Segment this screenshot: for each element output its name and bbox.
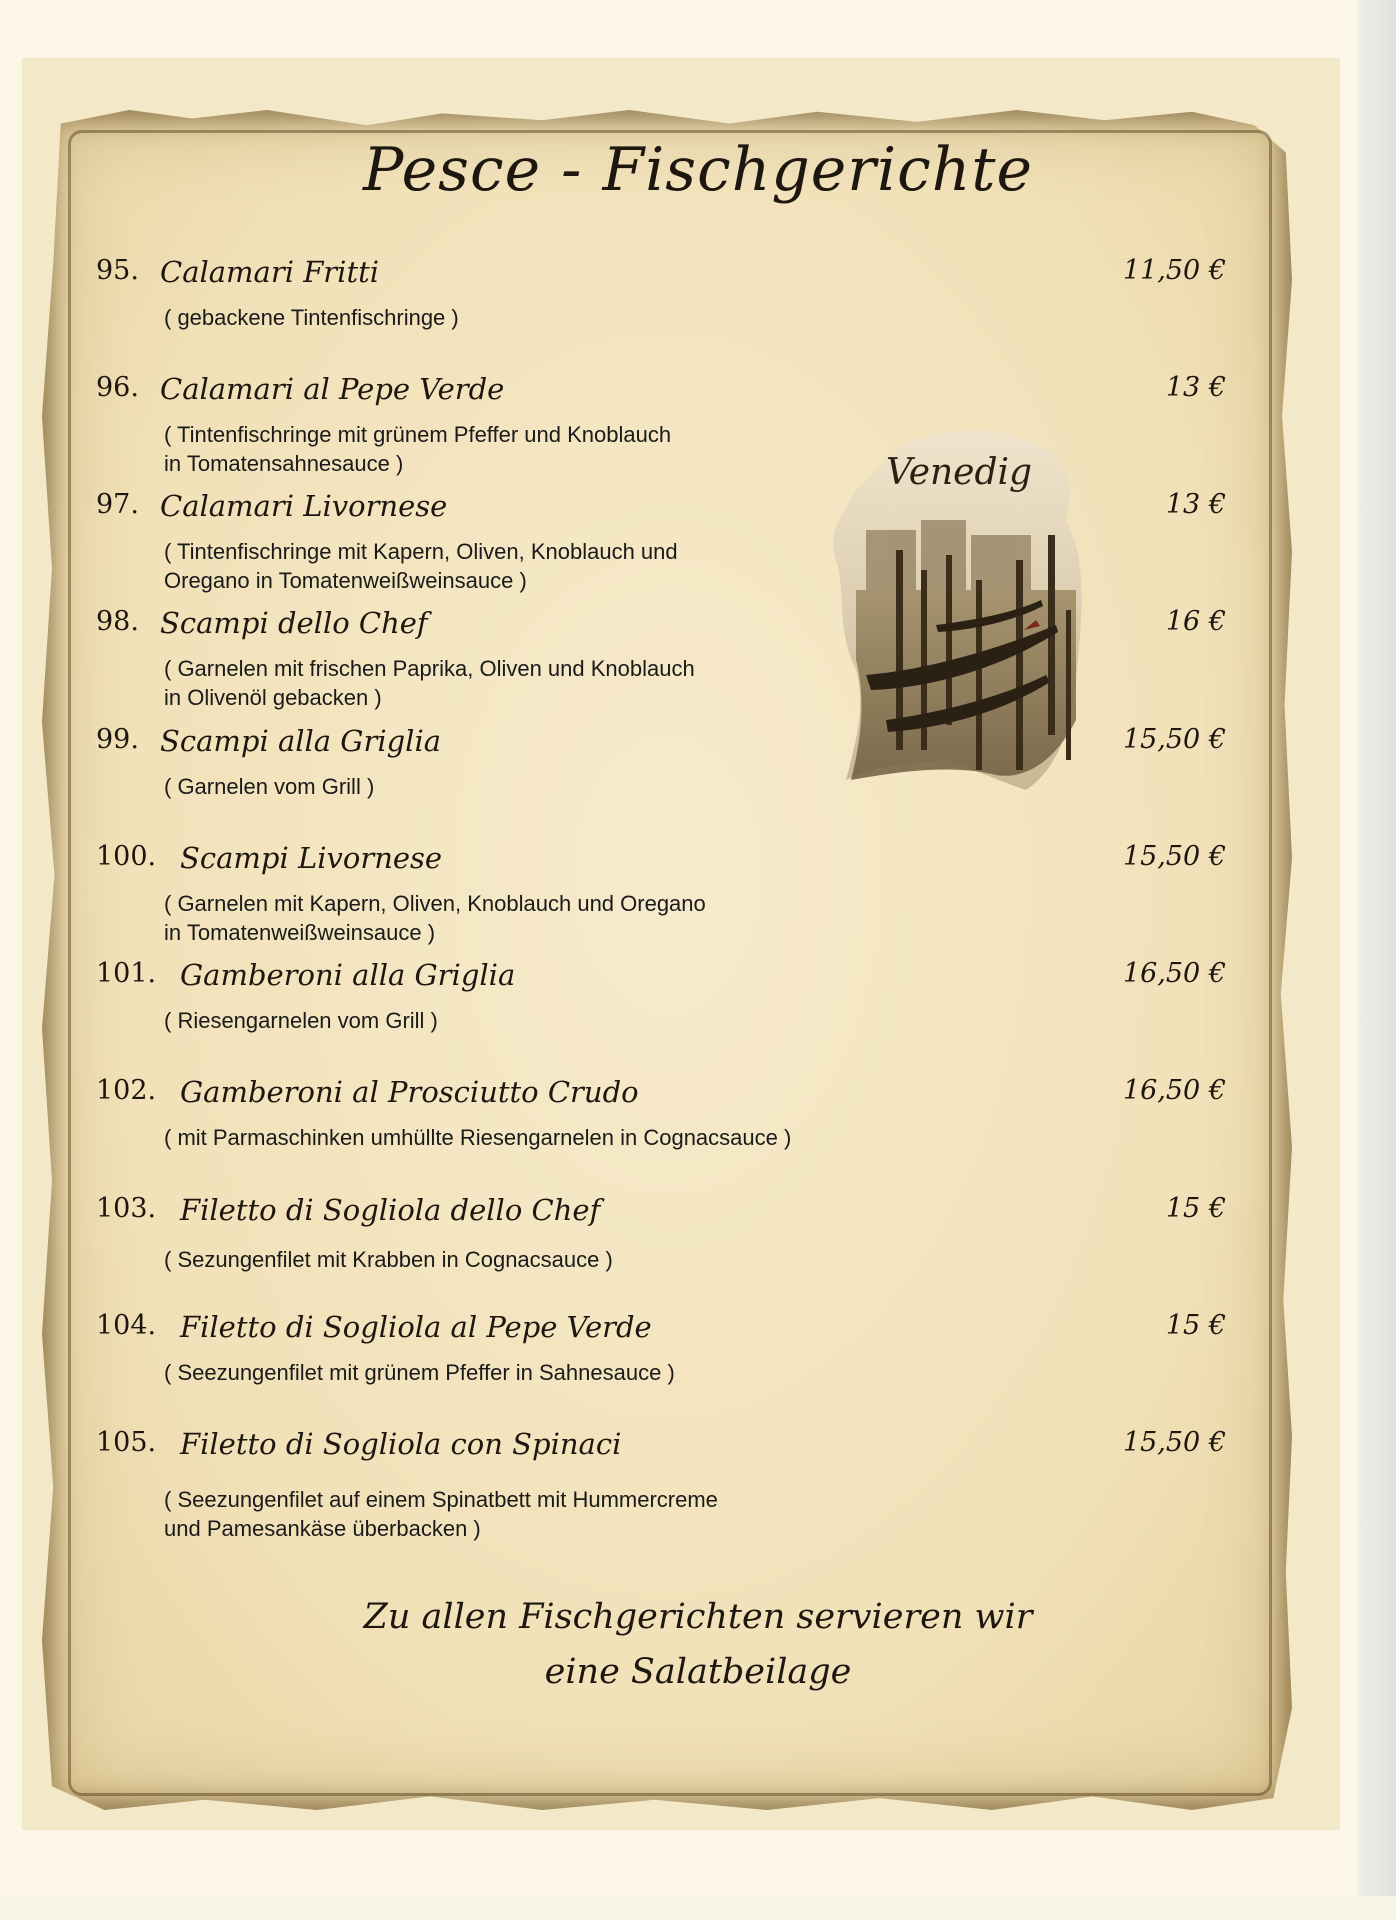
menu-item <box>96 1193 1226 1274</box>
item-name: Filetto di Sogliola con Spinaci <box>180 1427 622 1461</box>
item-name: Scampi alla Griglia <box>160 724 442 758</box>
item-description: ( Seezungenfilet mit grünem Pfeffer in Sahnesauce ) <box>164 1360 675 1385</box>
item-name: Scampi Livornese <box>180 841 443 875</box>
item-price: 16,50 € <box>1122 958 1226 989</box>
item-number: 103. <box>96 1193 157 1224</box>
bottom-band <box>0 1896 1396 1920</box>
item-price: 15,50 € <box>1122 1427 1226 1458</box>
item-name: Gamberoni al Prosciutto Crudo <box>180 1075 639 1109</box>
item-number: 95. <box>96 255 139 286</box>
item-number: 100. <box>96 841 157 872</box>
menu-item <box>96 1310 1226 1387</box>
item-description: ( Garnelen mit Kapern, Oliven, Knoblauch und Oregano in Tomatenweißweinsauce ) <box>164 891 706 945</box>
item-description: ( Garnelen vom Grill ) <box>164 774 375 799</box>
menu-item <box>96 958 1226 1035</box>
item-number: 97. <box>96 489 139 520</box>
item-number: 98. <box>96 606 139 637</box>
item-name: Calamari Fritti <box>160 255 380 289</box>
item-price: 15 € <box>1165 1193 1226 1224</box>
menu-item <box>96 841 1226 947</box>
item-description: ( Seezungenfilet auf einem Spinatbett mit Hummercreme und Pamesankäse überbacken ) <box>164 1487 718 1541</box>
item-price: 15,50 € <box>1122 841 1226 872</box>
item-description: ( Garnelen mit frischen Paprika, Oliven und Knoblauch in Olivenöl gebacken ) <box>164 656 695 710</box>
menu-item <box>96 1075 1226 1152</box>
item-number: 104. <box>96 1310 157 1341</box>
item-number: 102. <box>96 1075 157 1106</box>
item-price: 15 € <box>1165 1310 1226 1341</box>
item-name: Gamberoni alla Griglia <box>180 958 516 992</box>
item-description: ( Tintenfischringe mit grünem Pfeffer und Knoblauch in Tomatensahnesauce ) <box>164 422 672 476</box>
item-name: Filetto di Sogliola al Pepe Verde <box>180 1310 652 1344</box>
menu-title: Pesce - Fischgerichte <box>362 135 1033 205</box>
item-number: 96. <box>96 372 139 403</box>
item-number: 105. <box>96 1427 157 1458</box>
menu-item <box>96 255 1226 332</box>
item-price: 11,50 € <box>1122 255 1226 286</box>
item-price: 13 € <box>1165 489 1226 520</box>
item-name: Filetto di Sogliola dello Chef <box>180 1193 601 1227</box>
item-description: ( Tintenfischringe mit Kapern, Oliven, Knoblauch und Oregano in Tomatenweißweinsauce ) <box>164 539 678 593</box>
item-name: Calamari Livornese <box>160 489 448 523</box>
photo-caption: Venedig <box>886 452 1033 493</box>
item-description: ( gebackene Tintenfischringe ) <box>164 305 459 330</box>
item-description: ( Riesengarnelen vom Grill ) <box>164 1008 438 1033</box>
menu-item <box>96 1427 1226 1543</box>
item-number: 99. <box>96 724 139 755</box>
item-number: 101. <box>96 958 157 989</box>
item-price: 16,50 € <box>1122 1075 1226 1106</box>
item-description: ( mit Parmaschinken umhüllte Riesengarnelen in Cognacsauce ) <box>164 1125 792 1150</box>
item-name: Calamari al Pepe Verde <box>160 372 505 406</box>
item-name: Scampi dello Chef <box>160 606 428 640</box>
item-description: ( Sezungenfilet mit Krabben in Cognacsauce ) <box>164 1247 613 1272</box>
item-price: 13 € <box>1165 372 1226 403</box>
footer-note: Zu allen Fischgerichten servieren wir eine Salatbeilage <box>363 1597 1033 1692</box>
item-price: 16 € <box>1165 606 1226 637</box>
item-price: 15,50 € <box>1122 724 1226 755</box>
